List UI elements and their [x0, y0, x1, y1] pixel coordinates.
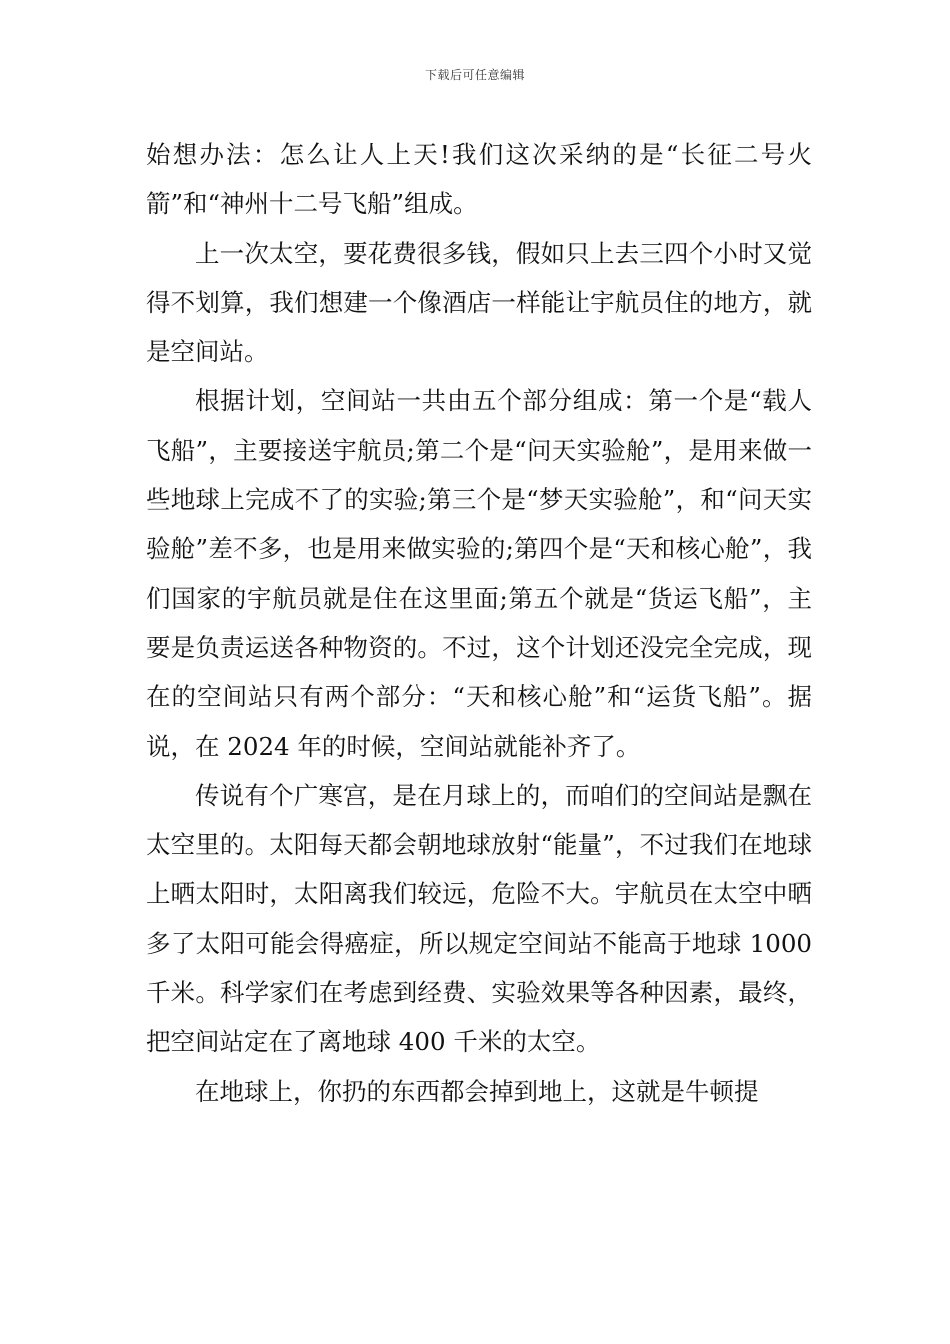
- paragraph-3: 根据计划，空间站一共由五个部分组成：第一个是“载人飞船”，主要接送宇航员;第二个是“问天实验舱”，是用来做一些地球上完成不了的实验;第三个是“梦天实验舱”，和“问天实验舱”差不多，也是用来做实验的;第四个是“天和核心舱”，我们国家的宇航员就是住在这里面;第五个就是“货运飞船”，主要是负责运送各种物资的。不过，这个计划还没完全完成，现在的空间站只有两个部分：“天和核心舱”和“运货飞船”。据说，在 2024 年的时候，空间站就能补齐了。: [146, 386, 812, 761]
- paragraph-4: 传说有个广寒宫，是在月球上的，而咱们的空间站是飘在太空里的。太阳每天都会朝地球放射“能量”，不过我们在地球上晒太阳时，太阳离我们较远，危险不大。宇航员在太空中晒多了太阳可能会得癌症，所以规定空间站不能高于地球 1000 千米。科学家们在考虑到经费、实验效果等各种因素，最终，把空间站定在了离地球 400 千米的太空。: [146, 780, 812, 1057]
- article-body: [146, 130, 812, 1116]
- paragraph-5: 在地球上，你扔的东西都会掉到地上，这就是牛顿提: [195, 1076, 759, 1106]
- page-header: 下载后可任意编辑: [424, 68, 525, 82]
- paragraph-2: 上一次太空，要花费很多钱，假如只上去三四个小时又觉得不划算，我们想建一个像酒店一样能让宇航员住的地方，就是空间站。: [146, 238, 812, 367]
- paragraph-1: 始想办法：怎么让人上天!我们这次采纳的是“长征二号火箭”和“神州十二号飞船”组成。: [146, 140, 812, 219]
